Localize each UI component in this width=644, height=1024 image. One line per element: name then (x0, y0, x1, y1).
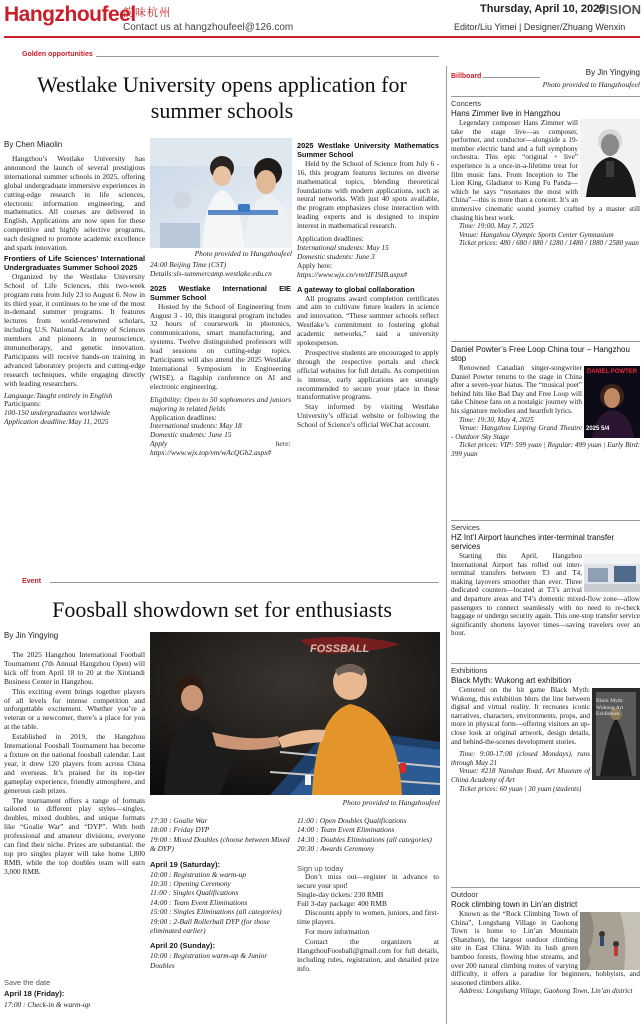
foosball-p4: The tournament offers a range of formats tailored to different play styles—singles, doubles, mixed doubles, and unique formats like “Goalie War” and “DYP”. With both professional and amateur divisions, everyone can find their niche. Prizes are substantial: the top pro singles player will take home 1,800 RMB, while the top doubles team will earn 3,000 RMB. (4, 795, 145, 876)
item-title: Daniel Powter’s Free Loop China tour – Hangzhou stop (451, 341, 640, 363)
section-divider (483, 77, 540, 78)
eie-eligibility: Eligibility: Open to 50 sophomores and juniors majoring in related fields (150, 394, 291, 413)
signup-label: Sign up today (297, 863, 344, 873)
day1-item: 18:00 : Friday DYP (150, 825, 210, 835)
frontiers-title: Frontiers of Life Sciences’ International Undergraduates Summer School 2025 (4, 253, 145, 272)
airport-photo (584, 554, 640, 592)
day2-item: 19:00 : 2-Ball Rollerball DYP (for those eliminated earlier) (150, 916, 270, 936)
item-venue: Address: Longshang Village, Gaohong Town, Lin’an district (459, 987, 633, 996)
foosball-photo-caption: Photo provided to Hangzhoufeel (342, 798, 440, 807)
day2-item: 10:00 : Registration & warm-up (150, 869, 247, 879)
westlake-col2 (150, 261, 291, 458)
item-time: Time: 19:30, May 4, 2025 (459, 415, 534, 424)
day1-heading: April 18 (Friday): (4, 989, 65, 998)
wukong-poster (592, 688, 640, 780)
eie-deadlines-label: Application deadlines: (150, 412, 217, 422)
day1-item: 17:00 : Check-in & warm-up (4, 1000, 91, 1009)
day2-item: 11:00 : Singles Qualifications (150, 888, 239, 898)
day1-item: 17:30 : Goalie War (150, 816, 208, 825)
day3-item: 20:30 : Awards Ceremony (297, 844, 375, 854)
day3-heading: April 20 (Sunday): (150, 941, 215, 951)
zimmer-body: Legendary composer Hans Zimmer will take the stage live—as composer, performer, and conductor—alongside a 19-member electric band and a full symphony orchestra. This epic “original + live” experience is a once-in-a-lifetime treat for film music fans. From Inception to The Lion King, Gladiator to Kung Fu Panda—which he says “resonates the most with China”—this is more than a concert. It’s an immersive cinematic sound journey crafted by a master still chasing his best work. (451, 119, 640, 222)
day3-item: 11:00 : Open Doubles Qualifications (297, 816, 407, 825)
gateway-body-3: Stay informed by visiting Westlake University’s official website or following the School of Science’s official WeChat account. (297, 402, 439, 430)
math-international: International students: May 15 (297, 242, 389, 252)
svg-text:FOSSBALL: FOSSBALL (310, 643, 370, 655)
lab-photo (150, 138, 292, 248)
discounts: Discounts apply to women, juniors, and first-time players. (297, 908, 439, 927)
billboard-tag: Billboard (451, 73, 482, 80)
organizer-contact[interactable]: Contact the organizers at HangzhouFoosball@gmail.com for full details, including rules, registration, and detailed prize info. (297, 936, 439, 973)
poster-title: Black Myth: Wukong Art Exhibition (596, 698, 624, 717)
eie-international: International students: May 18 (150, 421, 242, 431)
signup-body (297, 873, 439, 974)
foosball-byline: By Jin Yingying (4, 631, 59, 640)
billboard-item-climbing (451, 884, 640, 996)
foosball-col1 (4, 651, 145, 878)
item-title: Black Myth: Wukong art exhibition (451, 676, 572, 685)
westlake-headline: Westlake University opens application for summer schools (37, 72, 407, 123)
eie-body: Hosted by the School of Engineering from August 3 - 10, this inaugural program includes 32 hours of coursework in photonics, communications, smart manufacturing, and systems. Twelve distinguished professors will lead sessions on cutting-edge topics. Participants will also attend the 2025 Westlake International Symposium in Engineering (WISE), a flagship conference on AI and electronic engineering. (150, 301, 291, 391)
masthead-contact: Contact us at hangzhoufeel@126.com (123, 22, 294, 33)
item-title: Hans Zimmer live in Hangzhou (451, 109, 561, 118)
westlake-col3 (297, 140, 439, 431)
gateway-body-2: Prospective students are encouraged to apply through the respective portals and check official websites for full details. As competition is intense, early applications are strongly recommended to secure your place in these transformative programs. (297, 347, 439, 402)
wukong-body: Centered on the hit game Black Myth: Wukong, this exhibition blurs the line between digital and virtual reality. It recreates iconic narratives, characters, environments, props, and more in physical form—offering visitors an up-close look at original artwork, design details, and behind-the-scenes development stories. (451, 686, 640, 746)
zimmer-photo (580, 119, 640, 197)
single-day-fee: Single-day tickets: 230 RMB (297, 890, 384, 900)
full-package-fee: Full 3-day package: 400 RMB (297, 899, 387, 909)
eie-apply-link[interactable]: Apply here: https://www.wjx.top/vm/wAcQGb2.aspx# (150, 439, 291, 458)
item-venue: Venue: Hangzhou Linping Grand Theatre - Outdoor Sky Stage (451, 424, 582, 441)
westlake-intro: Hangzhou’s Westlake University has announced the launch of several prestigious international summer schools in 2025, offering global undergraduate immersive experiences in cutting-edge research in life sciences, electronic information engineering, and mathematics. All courses are delivered in English. Applications are now open for these competitive and highly selective programs, each designed to promote academic excellence and spark innovation. (4, 154, 145, 253)
masthead-brand-chinese: 韵味杭州 (123, 7, 171, 19)
masthead-editors: Editor/Liu Yimei | Designer/Zhuang Wenxin (454, 22, 626, 32)
item-price: Ticket prices: VIP: 599 yuan | Regular: 499 yuan | Early Bird: 399 yuan (451, 441, 640, 458)
category-outdoor: Outdoor (451, 887, 640, 899)
mid-details: Details:sls-summercamp.westlake.edu.cn (150, 268, 272, 278)
eie-title: 2025 Westlake International EIE Summer School (150, 283, 291, 302)
lab-photo-caption: Photo provided to Hangzhoufeel (194, 249, 292, 258)
mid-time: 24:00 Beijing Time (CST) (150, 260, 227, 269)
masthead-section: VISION (597, 2, 642, 17)
category-services: Services (451, 520, 640, 532)
more-info: For more information (305, 927, 370, 937)
frontiers-deadline: Application deadline:May 11, 2025 (4, 417, 109, 427)
math-title: 2025 Westlake University Mathematics Summer School (297, 141, 439, 159)
day3-item: 14:00 : Team Event Eliminations (297, 825, 395, 835)
day2-item: 14:00 : Team Event Eliminations (150, 897, 248, 907)
section-divider (50, 582, 439, 583)
masthead-rule (4, 36, 640, 38)
item-time: Time: 19:00, May 7, 2025 (459, 222, 534, 231)
math-apply-label: Apply here: (297, 260, 333, 270)
item-price: Ticket prices: 60 yuan | 30 yuan (students) (459, 784, 582, 793)
math-deadlines-label: Application deadlines: (297, 234, 364, 244)
gateway-body-1: All programs award completion certificates and aim to cultivate future leaders in science and innovation. “These summer schools reflect Westlake’s commitment to fostering global academic networks,” said a university spokesperson. (297, 293, 439, 348)
math-apply-link[interactable]: https://www.wjx.cn/vm/tIFISIB.aspx# (297, 269, 408, 279)
gateway-title: A gateway to global collaboration (297, 284, 415, 294)
item-title: HZ Int’l Airport launches inter-terminal transfer services (451, 533, 615, 551)
foosball-photo (150, 632, 440, 795)
billboard-byline: By Jin Yingying (585, 68, 640, 77)
foosball-headline: Foosball showdown set for enthusiasts (52, 597, 392, 622)
foosball-p2: This exciting event brings together players of all levels for intense competition and unforgettable excitement. Whether you’re a veteran or a newcomer, there’s a place for you at the table. (4, 686, 145, 732)
airport-body: Starting this April, Hangzhou International Airport has rolled out inter-terminal transfers between T3 and T4, making layovers smoother than ever. Three dedicated counters—located at T3’s arrival and departure areas and T4’s domestic mixed-flow zone—allow passengers to connect seamlessly with no need to re-check baggage or undergo security again. This one-stop transfer service significantly shortens layover times—saving travelers over an hour. (451, 552, 640, 638)
foosball-p3: Established in 2019, the Hangzhou International Foosball Tournament has become a fixture on the national foosball calendar. Last year, it drew 120 players from across China and overseas. It’s praised for its top-tier gameplay experience, friendly atmosphere, and generous cash prizes. (4, 732, 145, 795)
section-tag-event: Event (22, 578, 42, 585)
day3-item: 10:00 : Registration warm-up & Junior Doubles (150, 951, 268, 970)
frontiers-body: Organized by the Westlake University School of Life Sciences, this two-week program runs from July 23 to August 6. Now in its third year, it continues to be one of the most in-demand summer programs. It features lectures from world-renowned scholars, including U.S. National Academy of Sciences members and pioneers in neuroscience, immunotherapy, and genetic innovation. Participants will receive hands-on training in advanced laboratory projects and cutting-edge research techniques, while engaging directly with leading researchers. (4, 271, 145, 388)
item-price: Ticket prices: 480 / 680 / 880 / 1280 / 1480 / 1880 / 2580 yuan (459, 239, 639, 248)
item-venue: Venue: #218 Nanshan Road, Art Museum of China Academy of Art (451, 767, 590, 784)
masthead-date: Thursday, April 10, 2025 (480, 3, 606, 15)
poster-title: DANIEL POWTER (586, 369, 638, 375)
foosball-p1: The 2025 Hangzhou International Football Tournament (7th Annual Hangzhou Open) will kick off from April 18 to 20 at the Xintiandi Business Center in Hangzhou. (4, 650, 145, 686)
foosball-col2 (150, 816, 291, 970)
billboard-item-powter (451, 340, 640, 459)
masthead-brand: Hangzhoufeel (4, 3, 136, 26)
billboard-item-airport (451, 517, 640, 638)
frontiers-participants: 100-150 undergraduates worldwide (4, 408, 111, 418)
math-body: Held by the School of Science from July 6 - 16, this program features lectures on diverse mathematical topics, blending theoretical foundations with modern applications, such as neural networks. With just 40 spots available, the program emphasizes close interaction with leading experts and is designed to inspire interest in mathematical research. (297, 158, 439, 231)
westlake-byline: By Chen Miaolin (4, 140, 63, 149)
signup-text: Don’t miss out—register in advance to secure your spot! (297, 871, 439, 890)
westlake-col1 (4, 155, 145, 427)
frontiers-language: Language:Taught entirely in English (4, 390, 113, 400)
billboard-item-zimmer (451, 93, 640, 248)
day1-item: 19:00 : Mixed Doubles (choose between Mixed & DYP) (150, 834, 290, 854)
item-time: Time: 9:00-17:00 (closed Mondays), runs through May 21 (451, 750, 590, 767)
save-the-date-label: Save the date (4, 978, 51, 987)
item-title: Rock climbing town in Lin’an district (451, 900, 578, 909)
day2-item: 10:30 : Opening Ceremony (150, 879, 231, 889)
powter-body: Renowned Canadian singer-songwriter Daniel Powter returns to the stage in China after a seven-year hiatus. The “musical poet” behind hits like Bad Day and Free Loop will take Chinese fans on a nostalgic journey with his signature melodies and heartfelt lyrics. (451, 364, 640, 416)
item-venue: Venue: Hangzhou Olympic Sports Center Gymnasium (459, 230, 614, 239)
math-domestic: Domestic students: June 3 (297, 251, 375, 261)
powter-poster (584, 366, 640, 438)
frontiers-participants-label: Participants: (4, 399, 41, 409)
poster-date: 2025 5/4 (586, 426, 610, 432)
billboard-caption: Photo provided to Hangzhoufeel (542, 80, 640, 89)
billboard-item-wukong (451, 660, 640, 793)
climbing-photo (580, 912, 640, 970)
section-tag-golden: Golden opportunities (22, 51, 93, 58)
foosball-col3 (297, 816, 439, 975)
section-divider (96, 56, 439, 57)
sidebar-divider (446, 66, 447, 1024)
eie-domestic: Domestic students: June 15 (150, 430, 232, 440)
category-concerts: Concerts (451, 96, 640, 108)
day3-item: 14:30 : Doubles Eliminations (all categories) (297, 834, 432, 844)
day2-heading: April 19 (Saturday): (150, 859, 221, 869)
climbing-body: Known as the “Rock Climbing Town of China”, Longshang Village in Gaohong Town is home to Lin’an Mountain (Shanzhen), the largest outdoor climbing site in East China. With its lush green bamboo forests, flowing blue streams, and over 200 natural climbing routes of varying difficulty, it offers a paradise for beginners, hobbyists, and seasoned climbers alike. (451, 910, 640, 987)
day2-item: 15:00 : Singles Eliminations (all categories) (150, 907, 282, 917)
category-exhibitions: Exhibitions (451, 663, 640, 675)
